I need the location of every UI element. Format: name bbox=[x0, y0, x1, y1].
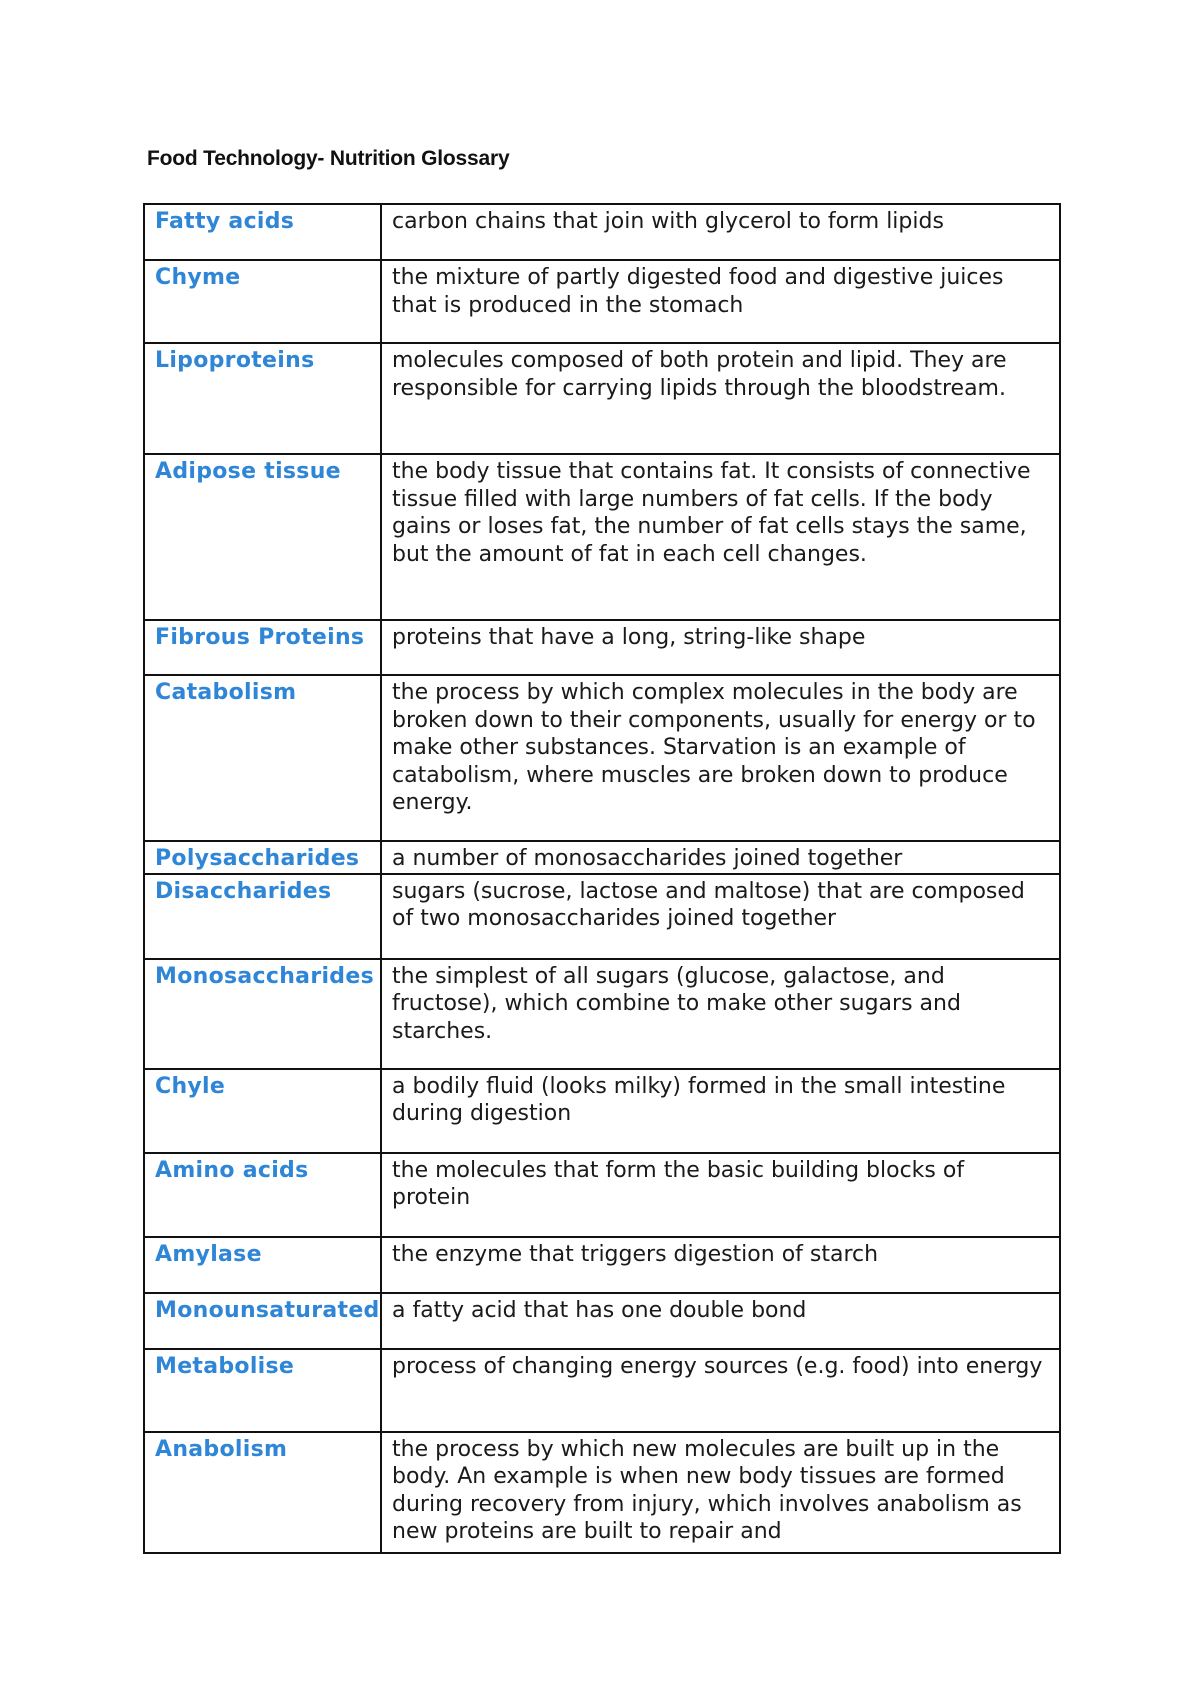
table-row bbox=[144, 1237, 1060, 1293]
glossary-definition: a bodily fluid (looks milky) formed in the small intestine during digestion bbox=[381, 1069, 1060, 1153]
glossary-term: Fibrous Proteins bbox=[144, 620, 381, 675]
table-row bbox=[144, 454, 1060, 620]
table-row bbox=[144, 1153, 1060, 1237]
glossary-term: Monounsaturated bbox=[144, 1293, 381, 1349]
glossary-term: Disaccharides bbox=[144, 874, 381, 959]
glossary-definition: carbon chains that join with glycerol to form lipids bbox=[381, 204, 1060, 260]
table-row bbox=[144, 1432, 1060, 1553]
table-row bbox=[144, 343, 1060, 454]
glossary-definition: proteins that have a long, string-like shape bbox=[381, 620, 1060, 675]
glossary-definition: the molecules that form the basic building blocks of protein bbox=[381, 1153, 1060, 1237]
glossary-definition: a fatty acid that has one double bond bbox=[381, 1293, 1060, 1349]
table-row bbox=[144, 1293, 1060, 1349]
glossary-term: Fatty acids bbox=[144, 204, 381, 260]
glossary-body bbox=[144, 204, 1060, 1553]
glossary-term: Lipoproteins bbox=[144, 343, 381, 454]
glossary-definition: the enzyme that triggers digestion of starch bbox=[381, 1237, 1060, 1293]
glossary-term: Catabolism bbox=[144, 675, 381, 841]
glossary-term: Chyle bbox=[144, 1069, 381, 1153]
glossary-definition: the process by which new molecules are built up in the body. An example is when new body tissues are formed during recovery from injury, which involves anabolism as new proteins are built to repair and bbox=[381, 1432, 1060, 1553]
glossary-definition: the mixture of partly digested food and digestive juices that is produced in the stomach bbox=[381, 260, 1060, 343]
glossary-term: Polysaccharides bbox=[144, 841, 381, 874]
glossary-definition: the simplest of all sugars (glucose, galactose, and fructose), which combine to make other sugars and starches. bbox=[381, 959, 1060, 1069]
glossary-table bbox=[143, 203, 1061, 1554]
glossary-term: Adipose tissue bbox=[144, 454, 381, 620]
glossary-definition: process of changing energy sources (e.g. food) into energy bbox=[381, 1349, 1060, 1432]
glossary-term: Chyme bbox=[144, 260, 381, 343]
glossary-definition: molecules composed of both protein and lipid. They are responsible for carrying lipids through the bloodstream. bbox=[381, 343, 1060, 454]
table-row bbox=[144, 620, 1060, 675]
glossary-term: Metabolise bbox=[144, 1349, 381, 1432]
glossary-definition: the process by which complex molecules in the body are broken down to their components, usually for energy or to make other substances. Starvation is an example of catabolism, where muscles are broken down to produce energy. bbox=[381, 675, 1060, 841]
glossary-definition: the body tissue that contains fat. It consists of connective tissue filled with large numbers of fat cells. If the body gains or loses fat, the number of fat cells stays the same, but the amount of fat in each cell changes. bbox=[381, 454, 1060, 620]
glossary-term: Amino acids bbox=[144, 1153, 381, 1237]
table-row bbox=[144, 1349, 1060, 1432]
table-row bbox=[144, 841, 1060, 874]
glossary-term: Anabolism bbox=[144, 1432, 381, 1553]
glossary-definition: sugars (sucrose, lactose and maltose) that are composed of two monosaccharides joined together bbox=[381, 874, 1060, 959]
table-row bbox=[144, 1069, 1060, 1153]
table-row bbox=[144, 675, 1060, 841]
table-row bbox=[144, 260, 1060, 343]
page-title: Food Technology- Nutrition Glossary bbox=[147, 147, 510, 170]
table-row bbox=[144, 204, 1060, 260]
glossary-term: Monosaccharides bbox=[144, 959, 381, 1069]
glossary-term: Amylase bbox=[144, 1237, 381, 1293]
glossary-definition: a number of monosaccharides joined together bbox=[381, 841, 1060, 874]
table-row bbox=[144, 959, 1060, 1069]
table-row bbox=[144, 874, 1060, 959]
